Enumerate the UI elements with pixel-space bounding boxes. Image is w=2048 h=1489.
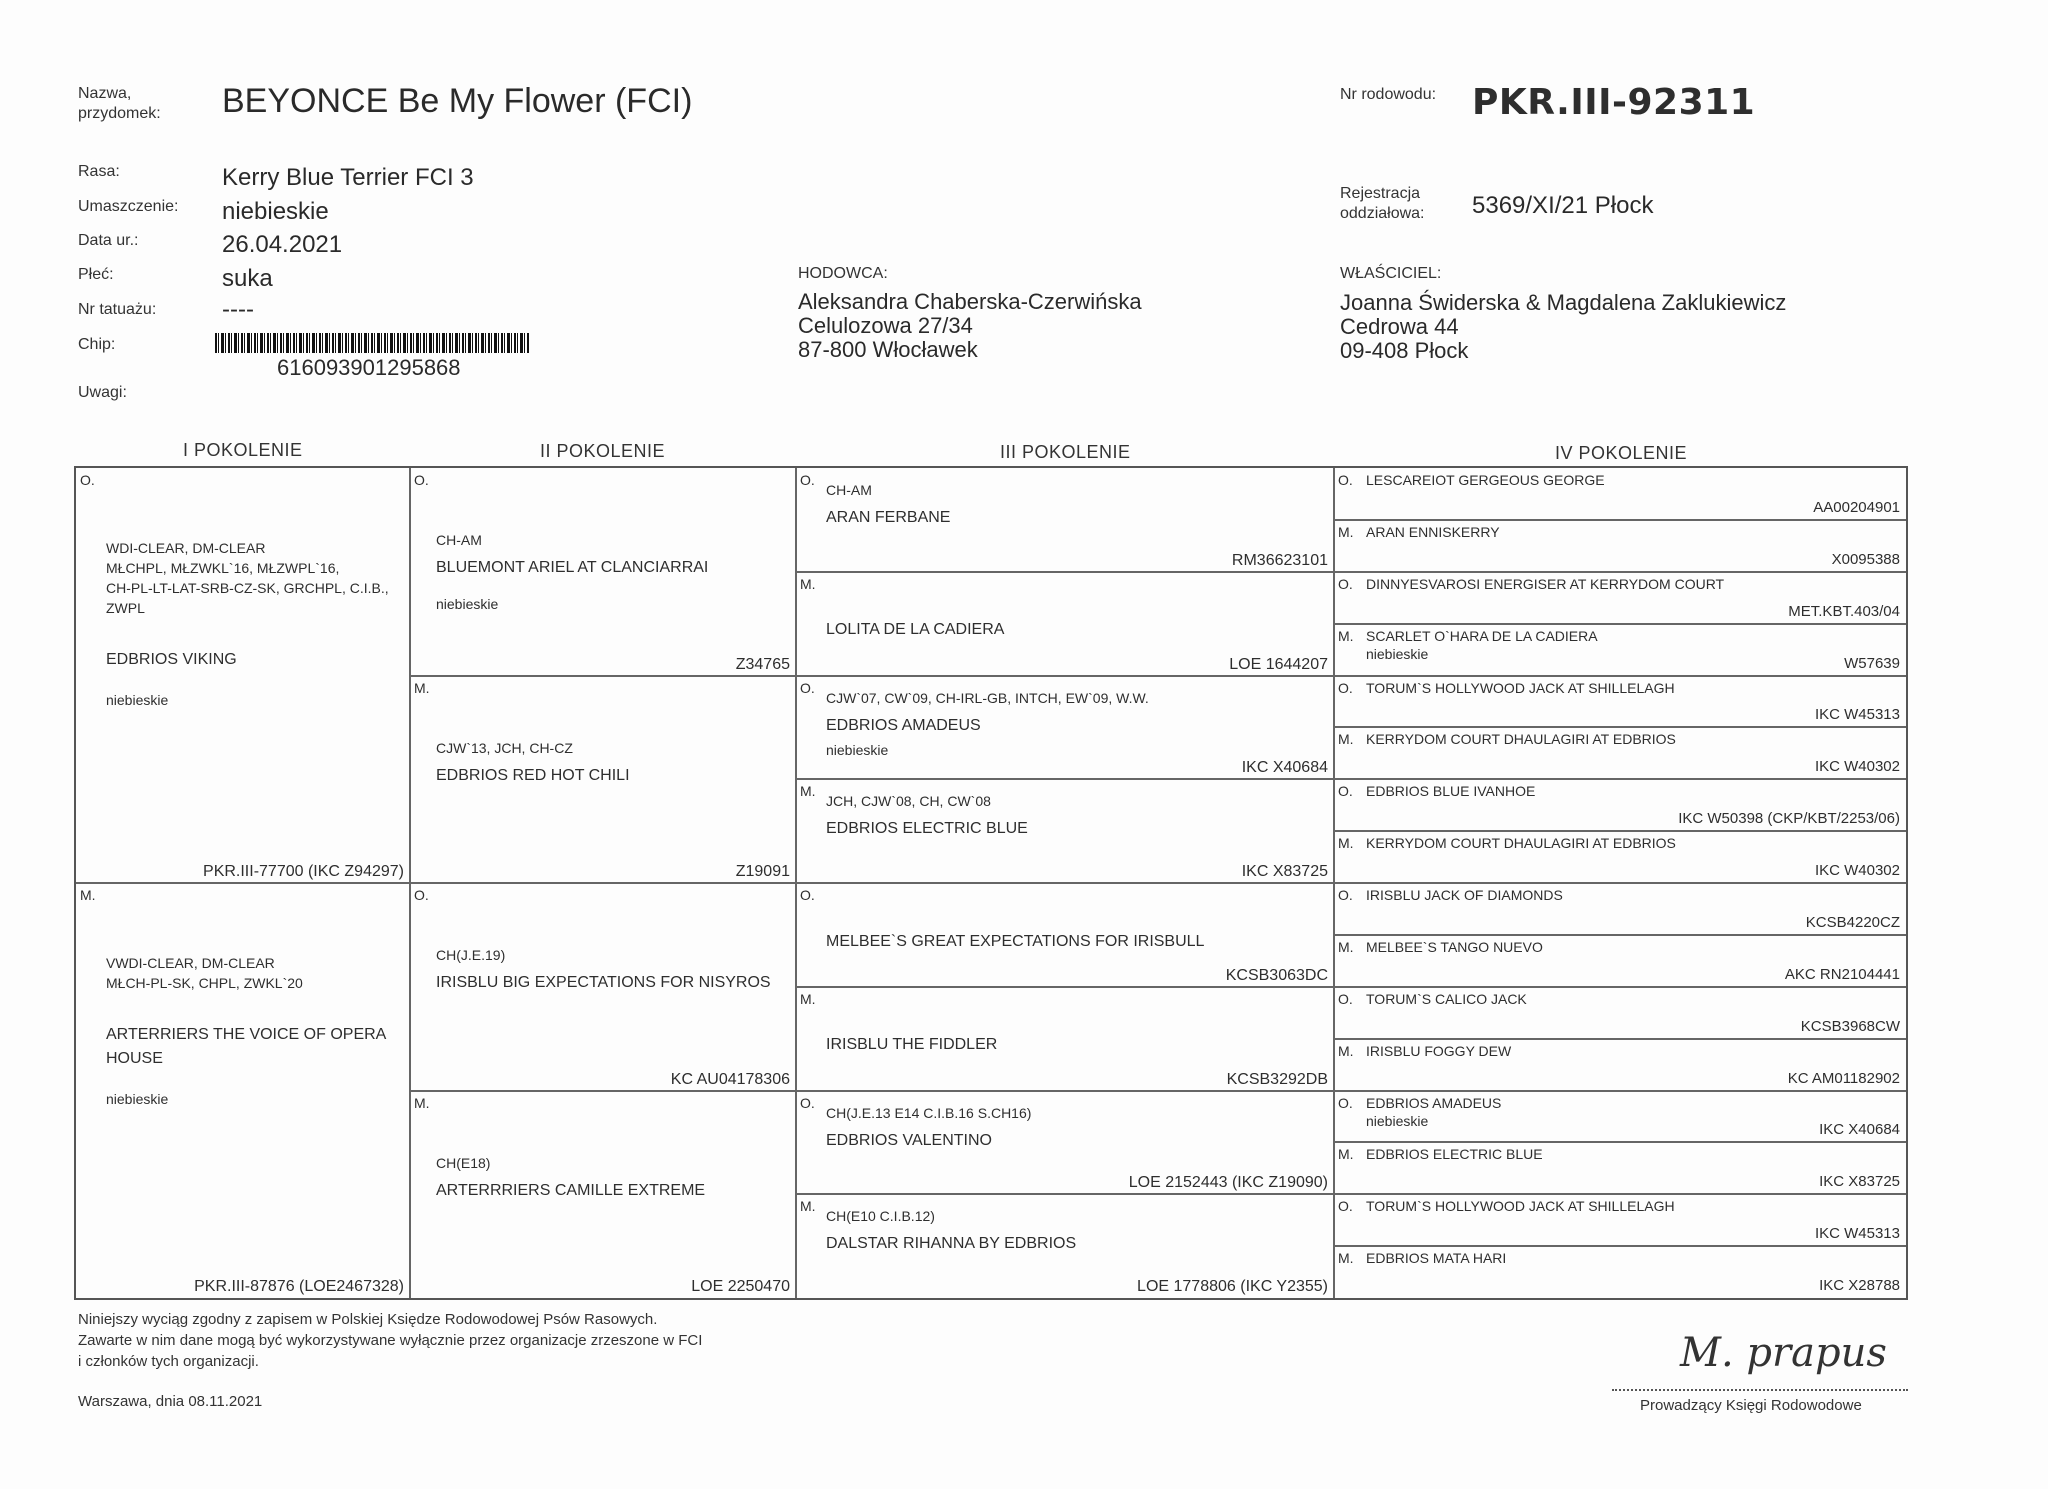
sex-marker: M. bbox=[414, 1094, 430, 1111]
pedigree-cell-gen3 bbox=[798, 572, 1332, 676]
pedigree-cell-gen4 bbox=[1336, 624, 1904, 676]
pedigree-cell-gen1 bbox=[78, 883, 408, 1298]
pedigree-cell-gen3 bbox=[798, 468, 1332, 572]
pedigree-cell-gen4 bbox=[1336, 987, 1904, 1039]
generation-4-header: IV POKOLENIE bbox=[1555, 443, 1688, 463]
sex-marker: M. bbox=[800, 783, 816, 800]
pedigree-number-label: Nr rodowodu: bbox=[1340, 86, 1437, 103]
ancestor-name: EDBRIOS MATA HARI bbox=[1366, 1250, 1507, 1267]
owner-line3: 09-408 Płock bbox=[1340, 338, 1469, 363]
sex-marker: M. bbox=[800, 1198, 816, 1215]
sex-marker: M. bbox=[800, 575, 816, 592]
ancestor-titles: CH(E18) bbox=[436, 1154, 491, 1171]
owner-line1: Joanna Świderska & Magdalena Zaklukiewicz bbox=[1340, 290, 1787, 315]
pedigree-cell-gen3 bbox=[798, 883, 1332, 987]
sex-marker: M. bbox=[1338, 1042, 1354, 1059]
sex-marker: O. bbox=[800, 887, 815, 903]
sex-label: Płeć: bbox=[78, 266, 114, 283]
ancestor-name: DALSTAR RIHANNA BY EDBRIOS bbox=[826, 1235, 1077, 1253]
footer-note-3: i członków tych organizacji. bbox=[78, 1353, 259, 1370]
ancestor-name: ARTERRRIERS CAMILLE EXTREME bbox=[436, 1181, 706, 1199]
ancestor-name: EDBRIOS VIKING bbox=[106, 651, 237, 668]
ancestor-name: EDBRIOS AMADEUS bbox=[826, 716, 981, 734]
tattoo-value: ---- bbox=[222, 296, 254, 323]
sex-marker: M. bbox=[80, 887, 96, 903]
ancestor-name: TORUM`S HOLLYWOOD JACK AT SHILLELAGH bbox=[1366, 679, 1675, 696]
sex-marker: O. bbox=[1338, 783, 1353, 800]
pedigree-cell-gen4 bbox=[1336, 1091, 1904, 1143]
owner-label: WŁAŚCICIEL: bbox=[1340, 265, 1442, 282]
pedigree-cell-gen4 bbox=[1336, 676, 1904, 728]
pedigree-cell-gen4 bbox=[1336, 727, 1904, 779]
ancestor-registration: LOE 2152443 (IKC Z19090) bbox=[1128, 1174, 1328, 1192]
sex-marker: M. bbox=[1338, 627, 1354, 644]
ancestor-color: niebieskie bbox=[106, 692, 169, 708]
ancestor-registration: LOE 1644207 bbox=[1229, 655, 1328, 673]
owner-line2: Cedrowa 44 bbox=[1340, 314, 1459, 339]
breed-value: Kerry Blue Terrier FCI 3 bbox=[222, 164, 474, 191]
signature: M. prapus bbox=[1680, 1330, 1887, 1376]
sex-marker: M. bbox=[800, 990, 816, 1007]
ancestor-name: MELBEE`S GREAT EXPECTATIONS FOR IRISBULL bbox=[826, 932, 1205, 950]
pedigree-cell-gen4 bbox=[1336, 779, 1904, 831]
ancestor-name: ARTERRIERS THE VOICE OF OPERA HOUSE bbox=[106, 1026, 387, 1067]
sex-marker: O. bbox=[80, 472, 95, 488]
ancestor-registration: AA00204901 bbox=[1813, 498, 1900, 516]
sex-marker: M. bbox=[1338, 835, 1354, 852]
ancestor-color: niebieskie bbox=[106, 1091, 169, 1107]
breed-label: Rasa: bbox=[78, 163, 120, 180]
pedigree-cell-gen4 bbox=[1336, 831, 1904, 883]
ancestor-name: DINNYESVAROSI ENERGISER AT KERRYDOM COURT bbox=[1366, 575, 1725, 592]
pedigree-cell-gen4 bbox=[1336, 1039, 1904, 1091]
ancestor-titles: CH-AM bbox=[826, 482, 872, 498]
ancestor-name: BLUEMONT ARIEL AT CLANCIARRAI bbox=[436, 559, 709, 577]
generation-2-header: II POKOLENIE bbox=[540, 441, 666, 461]
ancestor-registration: IKC X40684 bbox=[1241, 759, 1328, 777]
ancestor-registration: MET.KBT.403/04 bbox=[1788, 602, 1900, 620]
ancestor-name: MELBEE`S TANGO NUEVO bbox=[1366, 938, 1543, 955]
ancestor-name: TORUM`S HOLLYWOOD JACK AT SHILLELAGH bbox=[1366, 1198, 1675, 1215]
ancestor-color: niebieskie bbox=[1366, 645, 1429, 662]
pedigree-cell-gen4 bbox=[1336, 572, 1904, 624]
breeder-line3: 87-800 Włocławek bbox=[798, 337, 978, 362]
ancestor-titles: CJW`13, JCH, CH-CZ bbox=[436, 739, 573, 756]
ancestor-registration: KC AM01182902 bbox=[1787, 1069, 1900, 1087]
ancestor-registration: KCSB3292DB bbox=[1226, 1070, 1328, 1088]
ancestor-registration: X0095388 bbox=[1831, 550, 1900, 568]
pedigree-cell-gen4 bbox=[1336, 520, 1904, 572]
ancestor-registration: RM36623101 bbox=[1231, 551, 1328, 569]
ancestor-registration: IKC W45313 bbox=[1814, 1225, 1900, 1243]
ancestor-registration: KCSB4220CZ bbox=[1805, 913, 1900, 931]
signature-line bbox=[1612, 1389, 1908, 1391]
pedigree-cell-gen3 bbox=[798, 1091, 1332, 1195]
ancestor-name: ARAN ENNISKERRY bbox=[1366, 523, 1500, 540]
chip-number: 616093901295868 bbox=[277, 355, 461, 380]
pedigree-number: PKR.III-92311 bbox=[1472, 82, 1756, 123]
ancestor-registration: IKC W40302 bbox=[1814, 862, 1900, 879]
tattoo-label: Nr tatuażu: bbox=[78, 301, 157, 318]
sex-marker: O. bbox=[800, 679, 815, 696]
dog-name: BEYONCE Be My Flower (FCI) bbox=[222, 82, 693, 120]
sex-value: suka bbox=[222, 265, 273, 292]
ancestor-registration: IKC X28788 bbox=[1819, 1277, 1900, 1294]
pedigree-cell-gen3 bbox=[798, 779, 1332, 883]
footer-note-2: Zawarte w nim dane mogą być wykorzystywane wyłącznie przez organizacje zrzeszone w FCI bbox=[78, 1332, 703, 1349]
ancestor-titles: CH(E10 C.I.B.12) bbox=[826, 1208, 935, 1225]
pedigree-cell-gen2 bbox=[412, 1091, 794, 1299]
breeder-line1: Aleksandra Chaberska-Czerwińska bbox=[798, 289, 1142, 314]
pedigree-cell-gen1 bbox=[78, 468, 408, 883]
ancestor-registration: KCSB3968CW bbox=[1800, 1017, 1900, 1035]
registration-label: Rejestracja oddziałowa: bbox=[1340, 185, 1425, 222]
ancestor-registration: LOE 2250470 bbox=[691, 1278, 790, 1295]
ancestor-name: IRISBLU BIG EXPECTATIONS FOR NISYROS bbox=[436, 974, 771, 992]
generation-3-header: III POKOLENIE bbox=[1000, 442, 1131, 462]
chip-label: Chip: bbox=[78, 336, 116, 353]
pedigree-cell-gen4 bbox=[1336, 883, 1904, 935]
sex-marker: M. bbox=[1338, 1146, 1354, 1163]
name-label: Nazwa, przydomek: bbox=[78, 85, 161, 122]
chip-barcode bbox=[215, 333, 529, 353]
pedigree-cell-gen2 bbox=[412, 883, 794, 1091]
ancestor-name: EDBRIOS ELECTRIC BLUE bbox=[1366, 1146, 1543, 1163]
ancestor-registration: IKC X83725 bbox=[1241, 863, 1328, 880]
pedigree-cell-gen3 bbox=[798, 676, 1332, 780]
ancestor-titles: CH(J.E.19) bbox=[436, 947, 506, 964]
sex-marker: M. bbox=[1338, 523, 1354, 540]
birth-date-value: 26.04.2021 bbox=[222, 231, 343, 258]
ancestor-registration: PKR.III-87876 (LOE2467328) bbox=[194, 1278, 404, 1295]
ancestor-registration: IKC X83725 bbox=[1819, 1173, 1900, 1191]
birth-date-label: Data ur.: bbox=[78, 232, 139, 249]
footer-note-1: Niniejszy wyciąg zgodny z zapisem w Polskiej Księdze Rodowodowej Psów Rasowych. bbox=[78, 1311, 658, 1328]
ancestor-registration: IKC W45313 bbox=[1814, 706, 1900, 724]
pedigree-table bbox=[74, 466, 1908, 1300]
pedigree-cell-gen2 bbox=[412, 676, 794, 884]
breeder-label: HODOWCA: bbox=[798, 265, 888, 282]
ancestor-registration: AKC RN2104441 bbox=[1784, 965, 1900, 983]
ancestor-color: niebieskie bbox=[436, 596, 499, 613]
registration-value: 5369/XI/21 Płock bbox=[1472, 192, 1654, 219]
ancestor-name: LESCAREIOT GERGEOUS GEORGE bbox=[1366, 472, 1605, 488]
ancestor-color: niebieskie bbox=[826, 741, 889, 758]
ancestor-titles: CH-AM bbox=[436, 532, 482, 549]
color-label: Umaszczenie: bbox=[78, 198, 179, 215]
ancestor-name: EDBRIOS VALENTINO bbox=[826, 1131, 992, 1149]
ancestor-registration: IKC W50398 (CKP/KBT/2253/06) bbox=[1678, 810, 1900, 828]
ancestor-titles: WDI-CLEAR, DM-CLEAR MŁCHPL, MŁZWKL`16, MŁZWPL`16, CH-PL-LT-LAT-SRB-CZ-SK, GRCHPL, C.I.B., ZWPL bbox=[106, 540, 389, 616]
sex-marker: M. bbox=[1338, 731, 1354, 748]
sex-marker: O. bbox=[1338, 1094, 1353, 1111]
ancestor-registration: IKC X40684 bbox=[1819, 1121, 1900, 1139]
ancestor-name: EDBRIOS BLUE IVANHOE bbox=[1366, 783, 1536, 800]
pedigree-cell-gen4 bbox=[1336, 1142, 1904, 1194]
ancestor-name: IRISBLU JACK OF DIAMONDS bbox=[1366, 887, 1563, 903]
ancestor-name: EDBRIOS ELECTRIC BLUE bbox=[826, 820, 1028, 838]
sex-marker: M. bbox=[1338, 1250, 1354, 1267]
ancestor-name: EDBRIOS AMADEUS bbox=[1366, 1094, 1502, 1111]
pedigree-cell-gen2 bbox=[412, 468, 794, 676]
ancestor-registration: W57639 bbox=[1844, 654, 1900, 672]
ancestor-titles: JCH, CJW`08, CH, CW`08 bbox=[826, 793, 991, 810]
sex-marker: O. bbox=[1338, 990, 1353, 1007]
ancestor-color: niebieskie bbox=[1366, 1112, 1429, 1129]
ancestor-titles: VWDI-CLEAR, DM-CLEAR MŁCH-PL-SK, CHPL, ZWKL`20 bbox=[106, 955, 303, 991]
pedigree-cell-gen4 bbox=[1336, 1194, 1904, 1246]
sex-marker: M. bbox=[414, 679, 430, 696]
ancestor-name: SCARLET O`HARA DE LA CADIERA bbox=[1366, 627, 1598, 644]
pedigree-cell-gen3 bbox=[798, 1194, 1332, 1298]
ancestor-titles: CJW`07, CW`09, CH-IRL-GB, INTCH, EW`09, W.W. bbox=[826, 689, 1149, 706]
sex-marker: O. bbox=[1338, 1198, 1353, 1215]
ancestor-name: LOLITA DE LA CADIERA bbox=[826, 621, 1005, 639]
sex-marker: O. bbox=[1338, 887, 1353, 903]
generation-1-header: I POKOLENIE bbox=[183, 440, 303, 460]
sex-marker: O. bbox=[1338, 472, 1353, 488]
ancestor-name: KERRYDOM COURT DHAULAGIRI AT EDBRIOS bbox=[1366, 731, 1676, 748]
color-value: niebieskie bbox=[222, 198, 329, 225]
issue-date: Warszawa, dnia 08.11.2021 bbox=[78, 1393, 263, 1410]
ancestor-name: KERRYDOM COURT DHAULAGIRI AT EDBRIOS bbox=[1366, 835, 1676, 852]
sex-marker: O. bbox=[1338, 575, 1353, 592]
ancestor-registration: KC AU04178306 bbox=[670, 1070, 790, 1088]
breeder-line2: Celulozowa 27/34 bbox=[798, 313, 973, 338]
ancestor-registration: IKC W40302 bbox=[1814, 758, 1900, 776]
sex-marker: O. bbox=[414, 472, 429, 488]
ancestor-titles: CH(J.E.13 E14 C.I.B.16 S.CH16) bbox=[826, 1104, 1032, 1121]
sex-marker: M. bbox=[1338, 938, 1354, 955]
sex-marker: O. bbox=[800, 1094, 815, 1111]
ancestor-name: IRISBLU THE FIDDLER bbox=[826, 1036, 998, 1054]
ancestor-name: IRISBLU FOGGY DEW bbox=[1366, 1042, 1512, 1059]
pedigree-cell-gen3 bbox=[798, 987, 1332, 1091]
ancestor-name: ARAN FERBANE bbox=[826, 509, 951, 526]
remarks-label: Uwagi: bbox=[78, 384, 127, 401]
ancestor-registration: Z34765 bbox=[735, 655, 790, 673]
pedigree-cell-gen4 bbox=[1336, 935, 1904, 987]
ancestor-name: TORUM`S CALICO JACK bbox=[1366, 990, 1527, 1007]
sex-marker: O. bbox=[414, 887, 429, 903]
sex-marker: O. bbox=[800, 472, 815, 488]
ancestor-registration: KCSB3063DC bbox=[1225, 966, 1328, 984]
pedigree-cell-gen4 bbox=[1336, 1246, 1904, 1298]
ancestor-registration: PKR.III-77700 (IKC Z94297) bbox=[203, 863, 404, 880]
signature-caption: Prowadzący Księgi Rodowodowe bbox=[1640, 1397, 1862, 1414]
sex-marker: O. bbox=[1338, 679, 1353, 696]
ancestor-registration: Z19091 bbox=[735, 863, 790, 880]
pedigree-cell-gen4 bbox=[1336, 468, 1904, 520]
ancestor-registration: LOE 1778806 (IKC Y2355) bbox=[1137, 1278, 1328, 1295]
ancestor-name: EDBRIOS RED HOT CHILI bbox=[436, 766, 630, 784]
